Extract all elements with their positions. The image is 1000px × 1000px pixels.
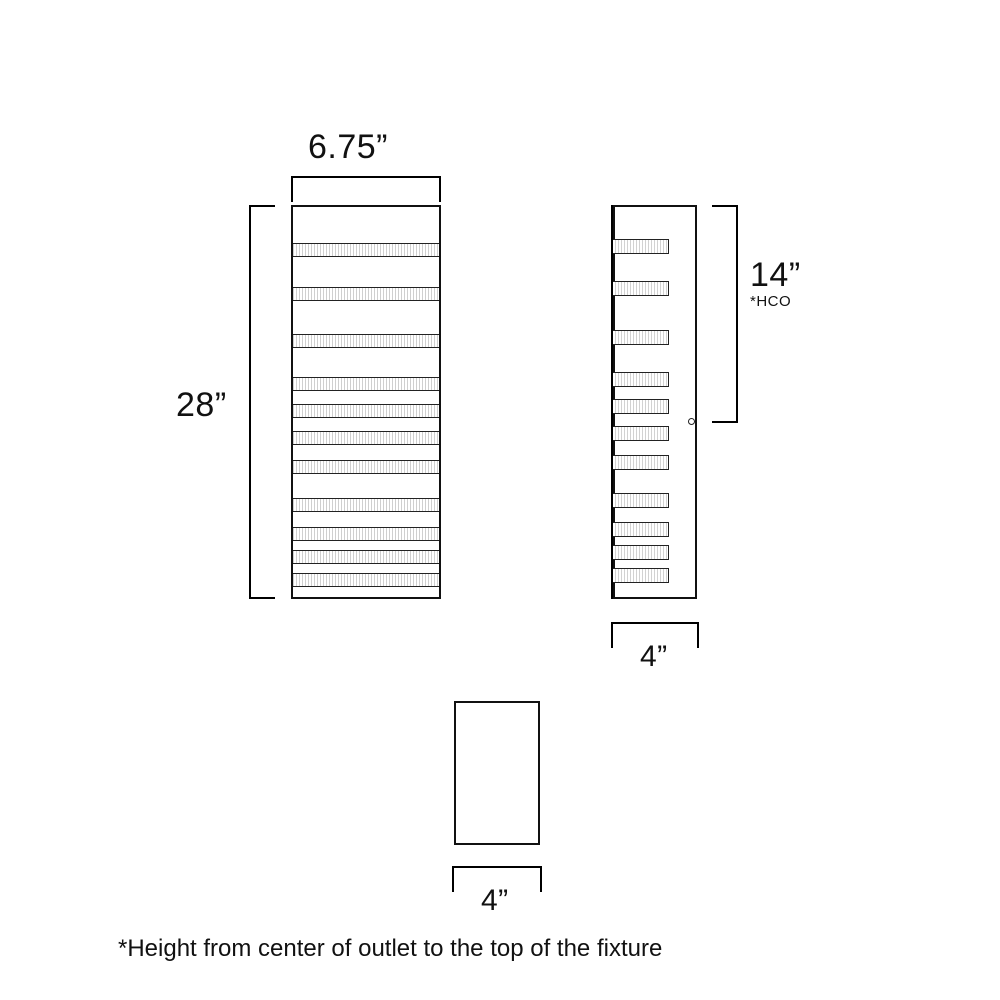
side-height-tick-top xyxy=(712,205,738,207)
side-height-dim-line xyxy=(736,205,738,423)
side-width-dim-line xyxy=(611,622,699,624)
side-width-tick-right xyxy=(697,622,699,648)
outlet-center-icon xyxy=(688,418,695,425)
side-height-label: 14” xyxy=(750,256,801,294)
side-fin xyxy=(611,493,669,508)
front-height-tick-bottom xyxy=(249,597,275,599)
front-slat xyxy=(293,527,439,541)
front-width-tick-left xyxy=(291,176,293,202)
side-fin xyxy=(611,545,669,560)
top-view-body xyxy=(454,701,540,845)
front-slat xyxy=(293,573,439,587)
top-width-label: 4” xyxy=(481,884,509,917)
front-slat xyxy=(293,377,439,391)
side-fin xyxy=(611,372,669,387)
side-width-tick-left xyxy=(611,622,613,648)
front-slat xyxy=(293,498,439,512)
front-width-dim-line xyxy=(291,176,441,178)
side-width-label: 4” xyxy=(640,640,668,673)
front-slat xyxy=(293,460,439,474)
front-slat xyxy=(293,243,439,257)
top-width-tick-right xyxy=(540,866,542,892)
side-fin xyxy=(611,399,669,414)
side-fin xyxy=(611,281,669,296)
side-height-tick-bottom xyxy=(712,421,738,423)
front-elevation-body xyxy=(291,205,441,599)
side-fin xyxy=(611,522,669,537)
front-width-label: 6.75” xyxy=(308,128,388,166)
side-fin xyxy=(611,330,669,345)
footnote-text: *Height from center of outlet to the top of the fixture xyxy=(118,935,663,962)
side-fin xyxy=(611,568,669,583)
front-height-tick-top xyxy=(249,205,275,207)
front-slat xyxy=(293,431,439,445)
side-back-plate-edge xyxy=(611,205,613,599)
front-width-tick-right xyxy=(439,176,441,202)
front-slat xyxy=(293,287,439,301)
front-slat xyxy=(293,334,439,348)
top-width-dim-line xyxy=(452,866,542,868)
front-height-label: 28” xyxy=(176,386,227,424)
front-height-dim-line xyxy=(249,205,251,599)
side-fin xyxy=(611,455,669,470)
side-fin xyxy=(611,426,669,441)
side-height-note: *HCO xyxy=(750,293,792,310)
side-fin xyxy=(611,239,669,254)
front-slat xyxy=(293,550,439,564)
front-slat xyxy=(293,404,439,418)
top-width-tick-left xyxy=(452,866,454,892)
